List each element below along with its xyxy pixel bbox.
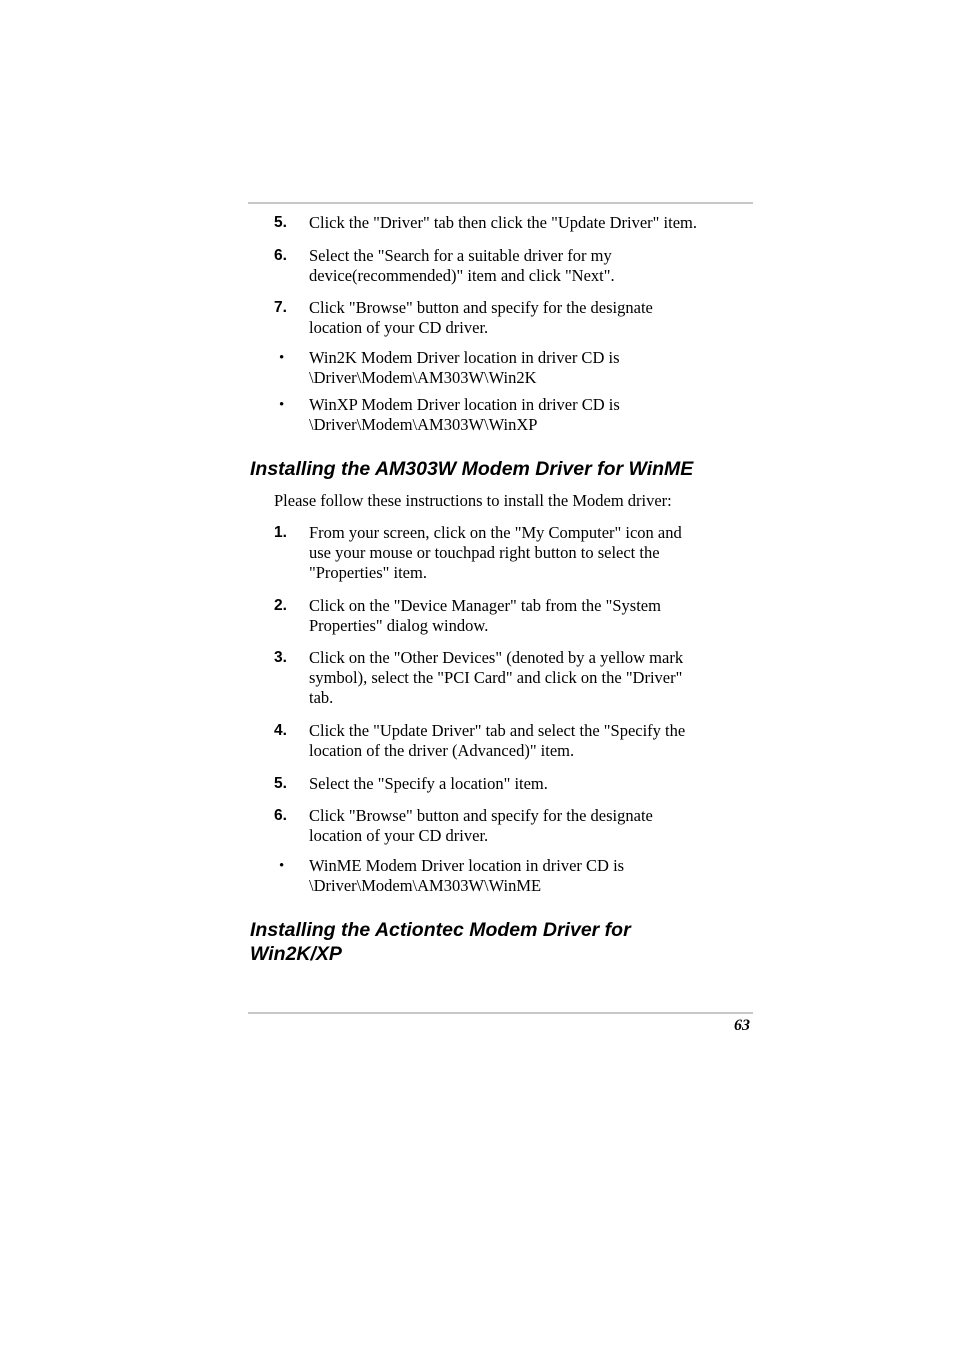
page-number: 63 <box>734 1017 750 1034</box>
step-text: Click "Browse" button and specify for the designate location of your CD driver. <box>309 806 653 845</box>
step-text: Click the "Update Driver" tab and select the "Specify the location of the driver (Advanced)" item. <box>309 721 686 760</box>
step-text: Click on the "Device Manager" tab from the "System Properties" dialog window. <box>309 596 661 635</box>
step-number: 6. <box>274 247 287 264</box>
step-text: Click "Browse" button and specify for the designate location of your CD driver. <box>309 298 653 337</box>
header-rule <box>248 202 753 204</box>
bullet-mark: • <box>279 397 285 413</box>
section-intro: Please follow these instructions to install the Modem driver: <box>274 491 672 510</box>
section-heading: Installing the Actiontec Modem Driver for Win2K/XP <box>250 919 631 965</box>
step-text: Select the "Search for a suitable driver for my device(recommended)" item and click "Next". <box>309 246 615 285</box>
step-text: Click on the "Other Devices" (denoted by a yellow mark symbol), select the "PCI Card" and click on the "Driver" tab. <box>309 648 684 707</box>
step-number: 7. <box>274 299 287 316</box>
bullet-text: Win2K Modem Driver location in driver CD is \Driver\Modem\AM303W\Win2K <box>309 348 620 387</box>
step-number: 5. <box>274 775 287 792</box>
footer-rule <box>248 1012 753 1014</box>
bullet-mark: • <box>279 858 285 874</box>
bullet-text: WinME Modem Driver location in driver CD is \Driver\Modem\AM303W\WinME <box>309 856 625 895</box>
bullet-text: WinXP Modem Driver location in driver CD is \Driver\Modem\AM303W\WinXP <box>309 395 620 434</box>
step-text: Select the "Specify a location" item. <box>309 774 548 793</box>
step-number: 6. <box>274 807 287 824</box>
step-text: Click the "Driver" tab then click the "Update Driver" item. <box>309 213 697 232</box>
step-number: 5. <box>274 214 287 231</box>
step-number: 3. <box>274 649 287 666</box>
step-number: 1. <box>274 524 287 541</box>
bullet-mark: • <box>279 350 285 366</box>
step-number: 4. <box>274 722 287 739</box>
step-number: 2. <box>274 597 287 614</box>
step-text: From your screen, click on the "My Computer" icon and use your mouse or touchpad right button to select the "Properties" item. <box>309 523 682 582</box>
section-heading: Installing the AM303W Modem Driver for WinME <box>250 458 694 480</box>
